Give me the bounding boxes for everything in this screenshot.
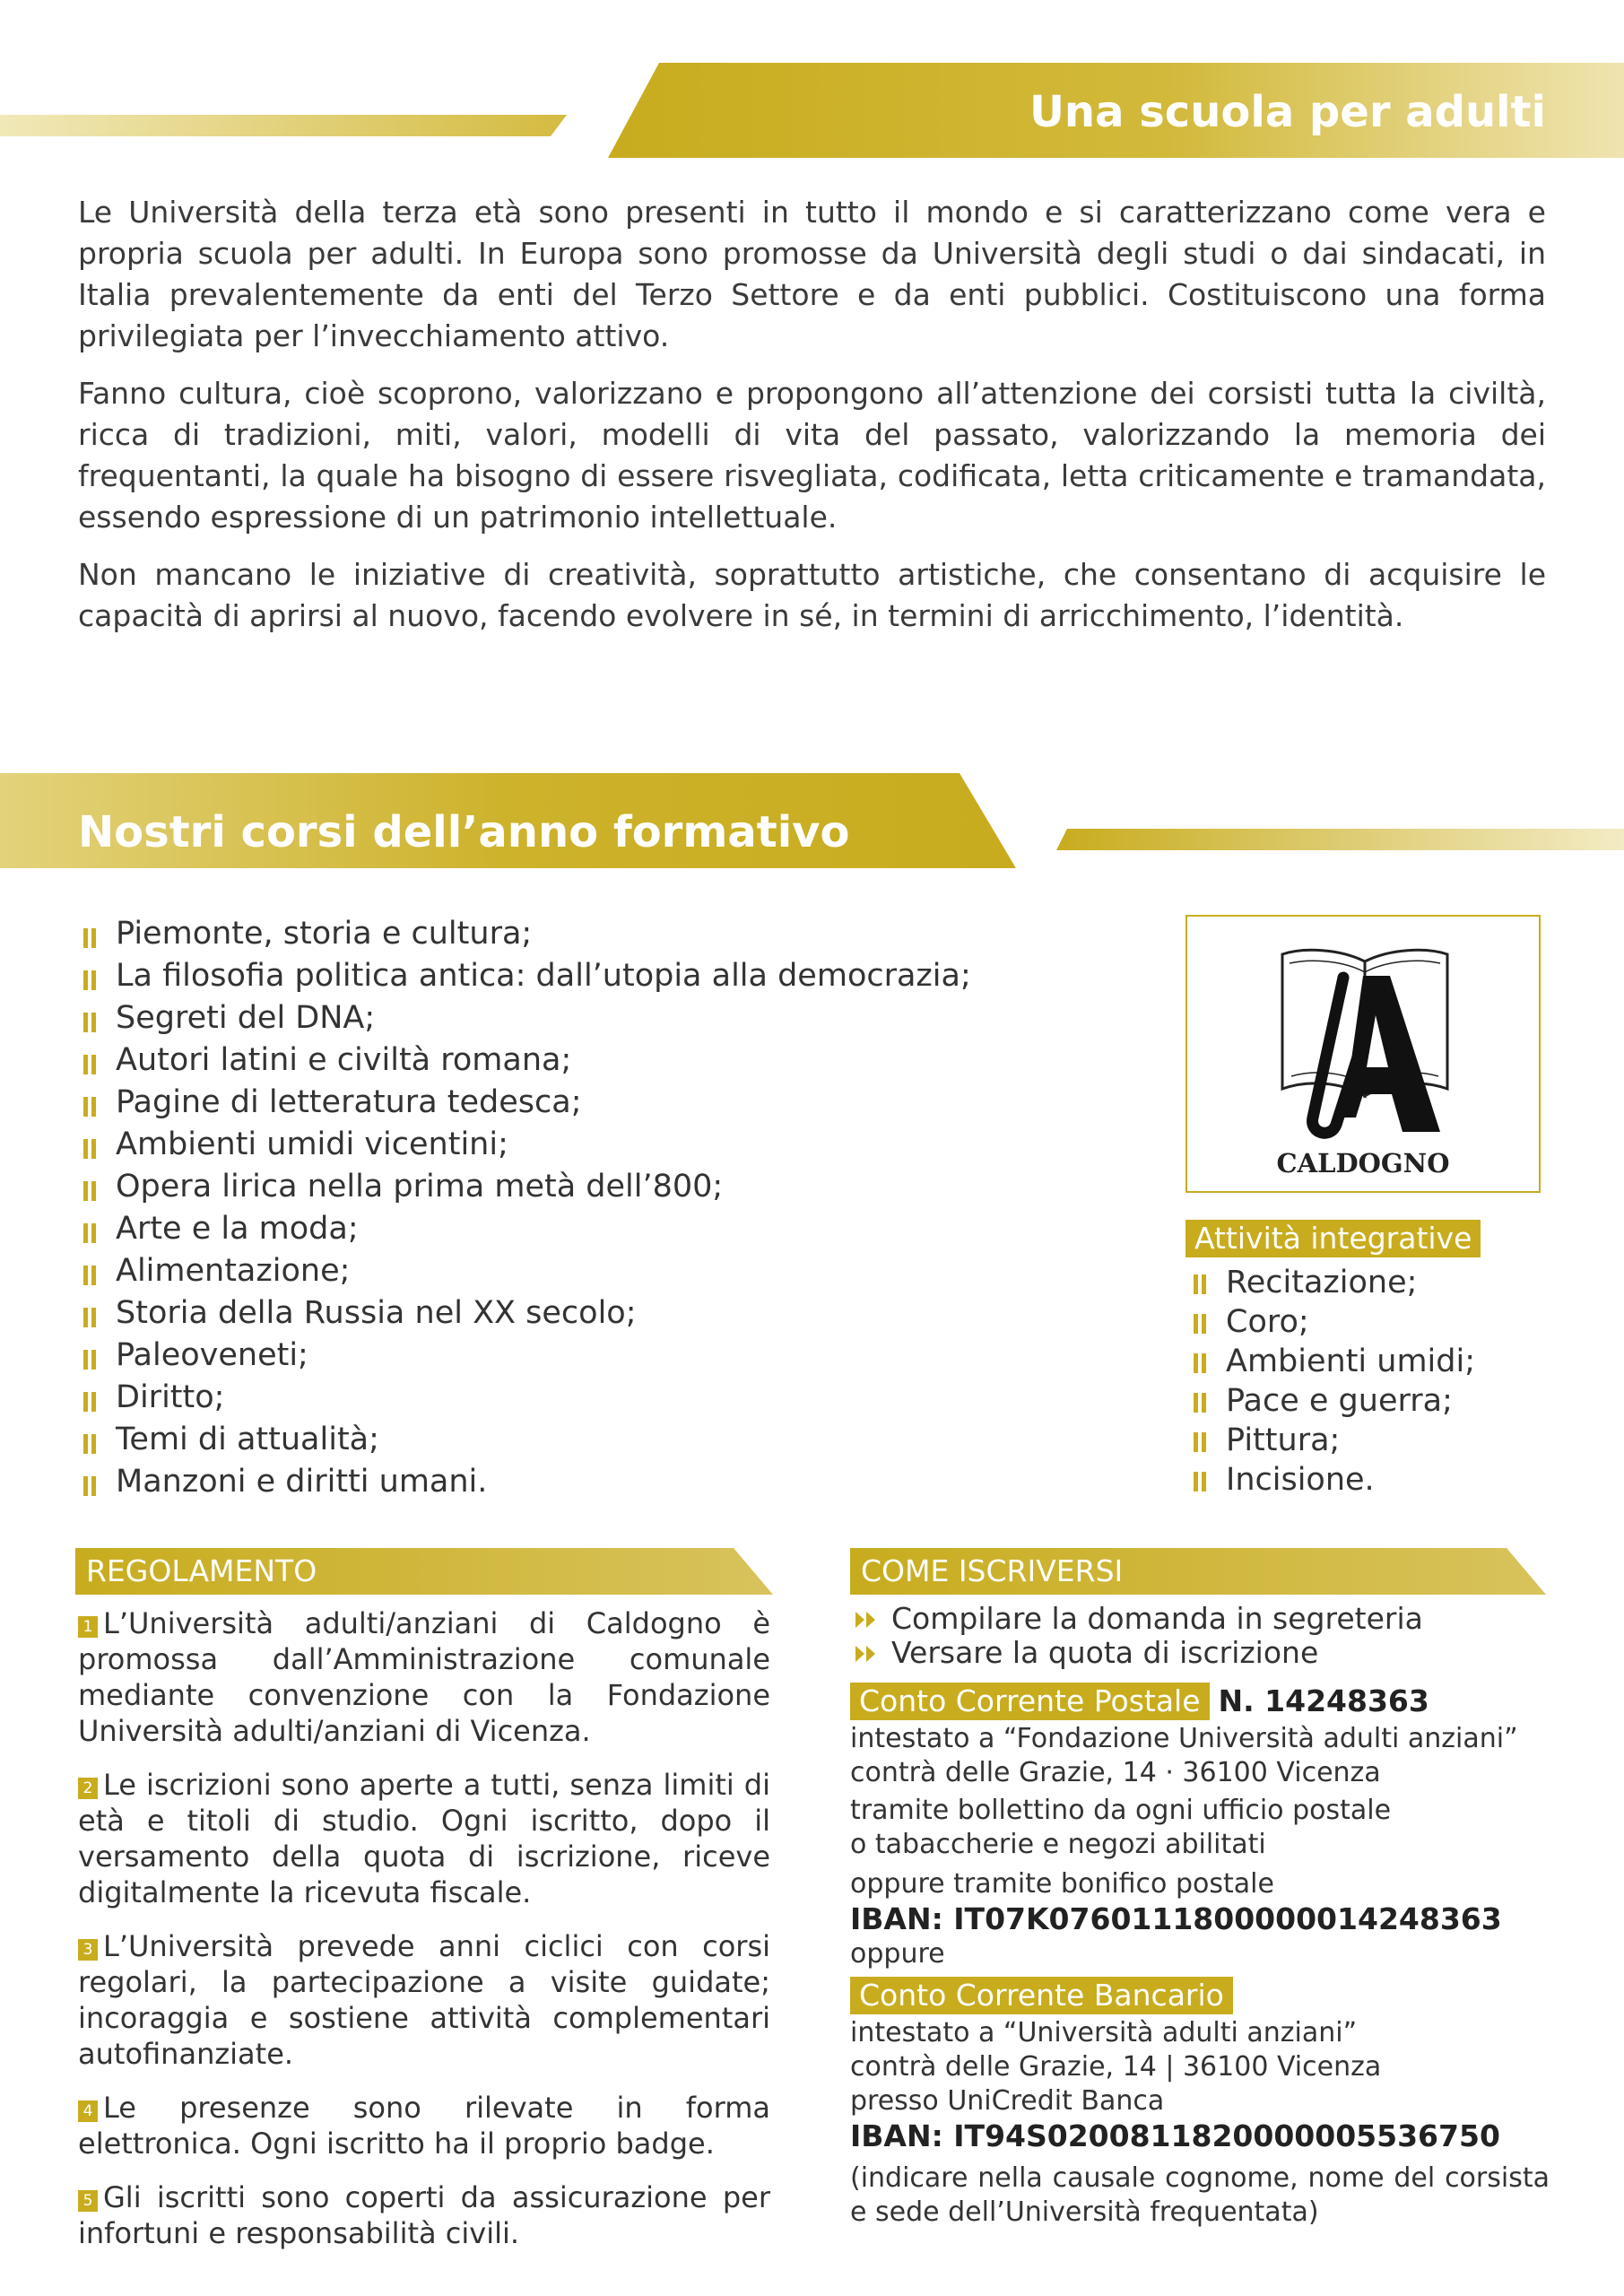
bullet-icon [83,1181,96,1201]
activities-list [1188,1263,1565,1500]
list-item: Manzoni e diritti umani. [78,1461,1109,1503]
list-item: Ambienti umidi vicentini; [78,1124,1109,1166]
bullet-icon [83,1055,96,1074]
bullet-icon [83,1476,96,1496]
list-item: Paleoveneti; [78,1335,1109,1377]
rule-number: 5 [78,2190,98,2212]
list-item: Storia della Russia nel XX secolo; [78,1292,1109,1335]
list-item: Recitazione; [1188,1263,1565,1302]
postale-holder: intestato a “Fondazione Università adulti anziani” [850,1723,1518,1754]
rule-item: 2 Le iscrizioni sono aperte a tutti, senza limiti di età e titoli di studio. Ogni iscritto, dopo il versamento della quota di iscrizione, riceve digitalmente la ricevuta fiscale. [78,1768,770,1909]
bullet-icon [83,1392,96,1412]
rule-item: 1 L’Università adulti/anziani di Caldogno è promossa dall’Amministrazione comunale mediante convenzione con la Fondazione Università adulti/anziani di Vicenza. [78,1606,770,1748]
intro-paragraph-2: Fanno cultura, cioè scoprono, valorizzano e propongono all’attenzione dei corsisti tutta la civiltà, ricca di tradizioni, miti, valori, modelli di vita del passato, valorizzando la memoria dei frequentanti, la quale ha bisogno di essere risvegliata, codificata, letta criticamente e tramandata, essendo espressione di un patrimonio intellettuale. [78,376,1546,535]
postale-method-1: tramite bollettino da ogni ufficio postale [850,1795,1392,1826]
mid-banner-strip [1056,829,1624,850]
intro-paragraph-3: Non mancano le iniziative di creatività, soprattutto artistiche, che consentano di acquisire le capacità di aprirsi al nuovo, facendo evolvere in sé, in termini di arricchimento, l’identità. [78,557,1546,633]
bancario-bank: presso UniCredit Banca [850,2085,1165,2117]
rule-number: 4 [78,2100,98,2122]
bullet-icon [83,928,96,948]
bullet-icon [1194,1353,1206,1373]
bullet-icon [83,970,96,990]
rule-number: 1 [78,1616,98,1638]
top-banner-strip [0,115,567,136]
postale-number: N. 14248363 [1218,1683,1429,1718]
bullet-icon [83,1265,96,1285]
intro-text [78,192,1546,653]
rule-item: 5 Gli iscritti sono coperti da assicurazione per infortuni e responsabilità civili. [78,2180,770,2250]
bancario-label: Conto Corrente Bancario [850,1977,1233,2014]
bancario-address: contrà delle Grazie, 14 | 36100 Vicenza [850,2051,1382,2083]
activities-block [1185,1220,1481,1257]
list-item: Incisione. [1188,1460,1565,1500]
list-item: La filosofia politica antica: dall’utopia alla democrazia; [78,955,1109,997]
list-item: Piemonte, storia e cultura; [78,913,1109,955]
iscriversi-block [850,1602,1559,2230]
list-item: Pace e guerra; [1188,1381,1565,1421]
or-text: oppure [850,1938,945,1970]
iscriversi-header: COME ISCRIVERSI [861,1553,1124,1588]
list-item: Coro; [1188,1302,1565,1342]
intro-paragraph-1: Le Università della terza età sono presenti in tutto il mondo e si caratterizzano come vera e propria scuola per adulti. In Europa sono promosse da Università degli studi o dai sindacati, in Italia prevalentemente da enti del Terzo Settore e da enti pubblici. Costituiscono una forma privilegiata per l’invecchiamento attivo. [78,195,1546,353]
section-title-nostri-corsi: Nostri corsi dell’anno formativo [78,807,850,857]
list-item: Opera lirica nella prima metà dell’800; [78,1166,1109,1208]
postale-iban: IBAN: IT07K0760111800000014248363 [850,1901,1502,1936]
regolamento-header: REGOLAMENTO [86,1553,317,1588]
postale-row [850,1683,1559,1720]
list-item: Diritto; [78,1377,1109,1419]
caldogno-logo [1185,915,1541,1193]
list-item: Segreti del DNA; [78,997,1109,1039]
rule-item: 3 L’Università prevede anni ciclici con corsi regolari, la partecipazione a visite guidate; incoraggia e sostiene attività complementari autofinanziate. [78,1929,770,2071]
book-a-logo-icon [1277,942,1453,1157]
bullet-icon [83,1139,96,1159]
list-item: Arte e la moda; [78,1208,1109,1250]
bullet-icon [83,1013,96,1032]
courses-list [78,913,1109,1503]
list-item: Temi di attualità; [78,1419,1109,1461]
note-text: (indicare nella causale cognome, nome del corsista e sede dell’Università frequentata) [850,2162,1550,2228]
bullet-icon [1194,1393,1206,1413]
bullet-icon [83,1434,96,1454]
postale-method-2: o tabaccherie e negozi abilitati [850,1829,1266,1860]
bullet-icon [83,1350,96,1370]
list-item: Autori latini e civiltà romana; [78,1039,1109,1082]
activities-title: Attività integrative [1185,1220,1481,1257]
list-item: Pagine di letteratura tedesca; [78,1082,1109,1124]
double-arrow-icon [855,1612,882,1628]
section-title-una-scuola: Una scuola per adulti [1029,87,1546,137]
bullet-icon [1194,1472,1206,1492]
list-item: Ambienti umidi; [1188,1342,1565,1381]
bullet-icon [1194,1274,1206,1294]
rule-number: 2 [78,1778,98,1799]
bullet-icon [1194,1314,1206,1334]
postale-label: Conto Corrente Postale [850,1683,1210,1720]
logo-caption: CALDOGNO [1276,1148,1450,1178]
bullet-icon [83,1308,96,1327]
postale-address: contrà delle Grazie, 14 · 36100 Vicenza [850,1757,1381,1788]
step-item: Versare la quota di iscrizione [850,1636,1559,1670]
postale-method-3: oppure tramite bonifico postale [850,1868,1274,1900]
double-arrow-icon [855,1646,882,1662]
bullet-icon [1194,1432,1206,1452]
bancario-holder: intestato a “Università adulti anziani” [850,2017,1358,2048]
list-item: Alimentazione; [78,1250,1109,1292]
list-item: Pittura; [1188,1421,1565,1460]
bancario-row [850,1977,1559,2014]
regolamento-text [78,1605,770,2269]
bancario-iban: IBAN: IT94S0200811820000005536750 [850,2118,1500,2153]
bullet-icon [83,1223,96,1243]
step-item: Compilare la domanda in segreteria [850,1602,1559,1636]
bullet-icon [83,1097,96,1117]
rule-item: 4 Le presenze sono rilevate in forma elettronica. Ogni iscritto ha il proprio badge. [78,2091,770,2161]
rule-number: 3 [78,1939,98,1961]
